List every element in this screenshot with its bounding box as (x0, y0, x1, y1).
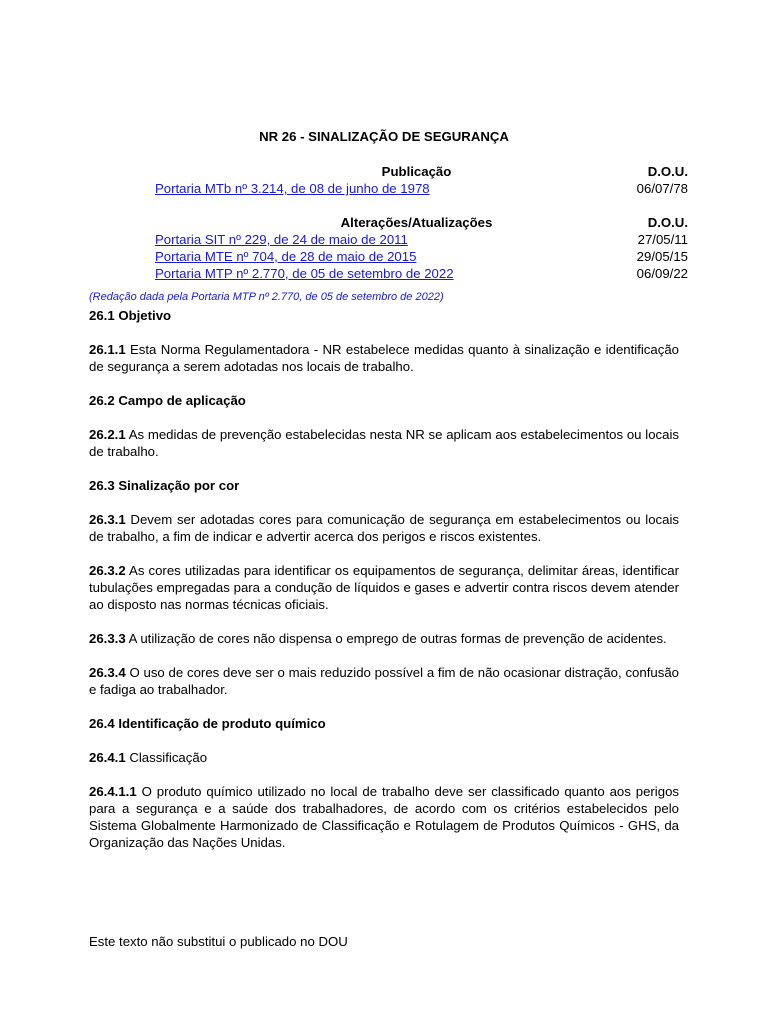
publication-row (155, 180, 691, 197)
paragraph-26-3-4 (89, 664, 679, 698)
paragraph-26-2-1 (89, 426, 679, 460)
amendment-row (155, 231, 691, 248)
spacer (155, 197, 691, 214)
paragraph-text: Devem ser adotadas cores para comunicação de segurança em estabelecimentos ou locais de trabalho, a fim de indicar e advertir acerca dos perigos e riscos existentes. (89, 512, 679, 544)
publication-header-label: Publicação (381, 164, 452, 179)
paragraph-26-1-1 (89, 341, 679, 375)
redaction-note: (Redação dada pela Portaria MTP nº 2.770, de 05 de setembro de 2022) (89, 291, 444, 303)
paragraph-26-4-1-1 (89, 783, 679, 851)
item-number: 26.2.1 (89, 427, 126, 442)
paragraph-26-4-1 (89, 749, 679, 766)
amendment-date: 06/09/22 (636, 266, 688, 281)
section-heading-26-2: 26.2 Campo de aplicação (89, 393, 246, 408)
item-number: 26.3.2 (89, 563, 126, 578)
paragraph-text: O produto químico utilizado no local de trabalho deve ser classificado quanto aos perigos para a segurança e a saúde dos trabalhadores, de acordo com os critérios estabelecidos pelo Sistema Globalmente Harmonizado de Classificação e Rotulagem de Produtos Químicos - GHS, da Organização das Nações Unidas. (89, 784, 679, 850)
paragraph-text: Classificação (125, 750, 208, 765)
portaria-sit-229-link[interactable]: Portaria SIT nº 229, de 24 de maio de 2011 (155, 232, 408, 247)
amendments-header (155, 214, 691, 231)
paragraph-26-3-3 (89, 630, 679, 647)
paragraph-26-3-1 (89, 511, 679, 545)
footer-disclaimer: Este texto não substitui o publicado no DOU (89, 934, 348, 949)
item-number: 26.4.1.1 (89, 784, 137, 799)
amendment-date: 29/05/15 (636, 249, 688, 264)
paragraph-text: Esta Norma Regulamentadora - NR estabelece medidas quanto à sinalização e identificação de segurança a serem adotadas nos locais de trabalho. (89, 342, 679, 374)
document-body (89, 128, 688, 868)
amendment-date: 27/05/11 (637, 232, 688, 247)
portaria-mte-704-link[interactable]: Portaria MTE nº 704, de 28 de maio de 2015 (155, 249, 417, 264)
amendments-header-label: Alterações/Atualizações (340, 215, 493, 230)
section-heading-26-4: 26.4 Identificação de produto químico (89, 716, 326, 731)
amendment-row (155, 248, 691, 265)
portaria-mtp-2770-link[interactable]: Portaria MTP nº 2.770, de 05 de setembro de 2022 (155, 266, 454, 281)
portaria-mtb-3214-link[interactable]: Portaria MTb nº 3.214, de 08 de junho de 1978 (155, 181, 430, 196)
item-number: 26.1.1 (89, 342, 126, 357)
paragraph-26-3-2 (89, 562, 679, 613)
paragraph-text: O uso de cores deve ser o mais reduzido possível a fim de não ocasionar distração, confusão e fadiga ao trabalhador. (89, 665, 679, 697)
publication-header-dou: D.O.U. (647, 164, 688, 179)
publication-header (155, 163, 691, 180)
item-number: 26.3.3 (89, 631, 126, 646)
amendment-row (155, 265, 691, 282)
publication-table (155, 163, 691, 282)
paragraph-text: As medidas de prevenção estabelecidas nesta NR se aplicam aos estabelecimentos ou locais de trabalho. (89, 427, 679, 459)
amendments-header-dou: D.O.U. (647, 215, 688, 230)
publication-date: 06/07/78 (636, 181, 688, 196)
document-title: NR 26 - SINALIZAÇÃO DE SEGURANÇA (259, 129, 509, 144)
item-number: 26.4.1 (89, 750, 126, 765)
paragraph-text: A utilização de cores não dispensa o emprego de outras formas de prevenção de acidentes. (125, 631, 667, 646)
paragraph-text: As cores utilizadas para identificar os equipamentos de segurança, delimitar áreas, identificar tubulações empregadas para a condução de líquidos e gases e advertir contra riscos devem atender ao disposto nas normas técnicas oficiais. (89, 563, 679, 612)
section-heading-26-1: 26.1 Objetivo (89, 308, 172, 323)
item-number: 26.3.1 (89, 512, 126, 527)
item-number: 26.3.4 (89, 665, 126, 680)
section-heading-26-3: 26.3 Sinalização por cor (89, 478, 240, 493)
